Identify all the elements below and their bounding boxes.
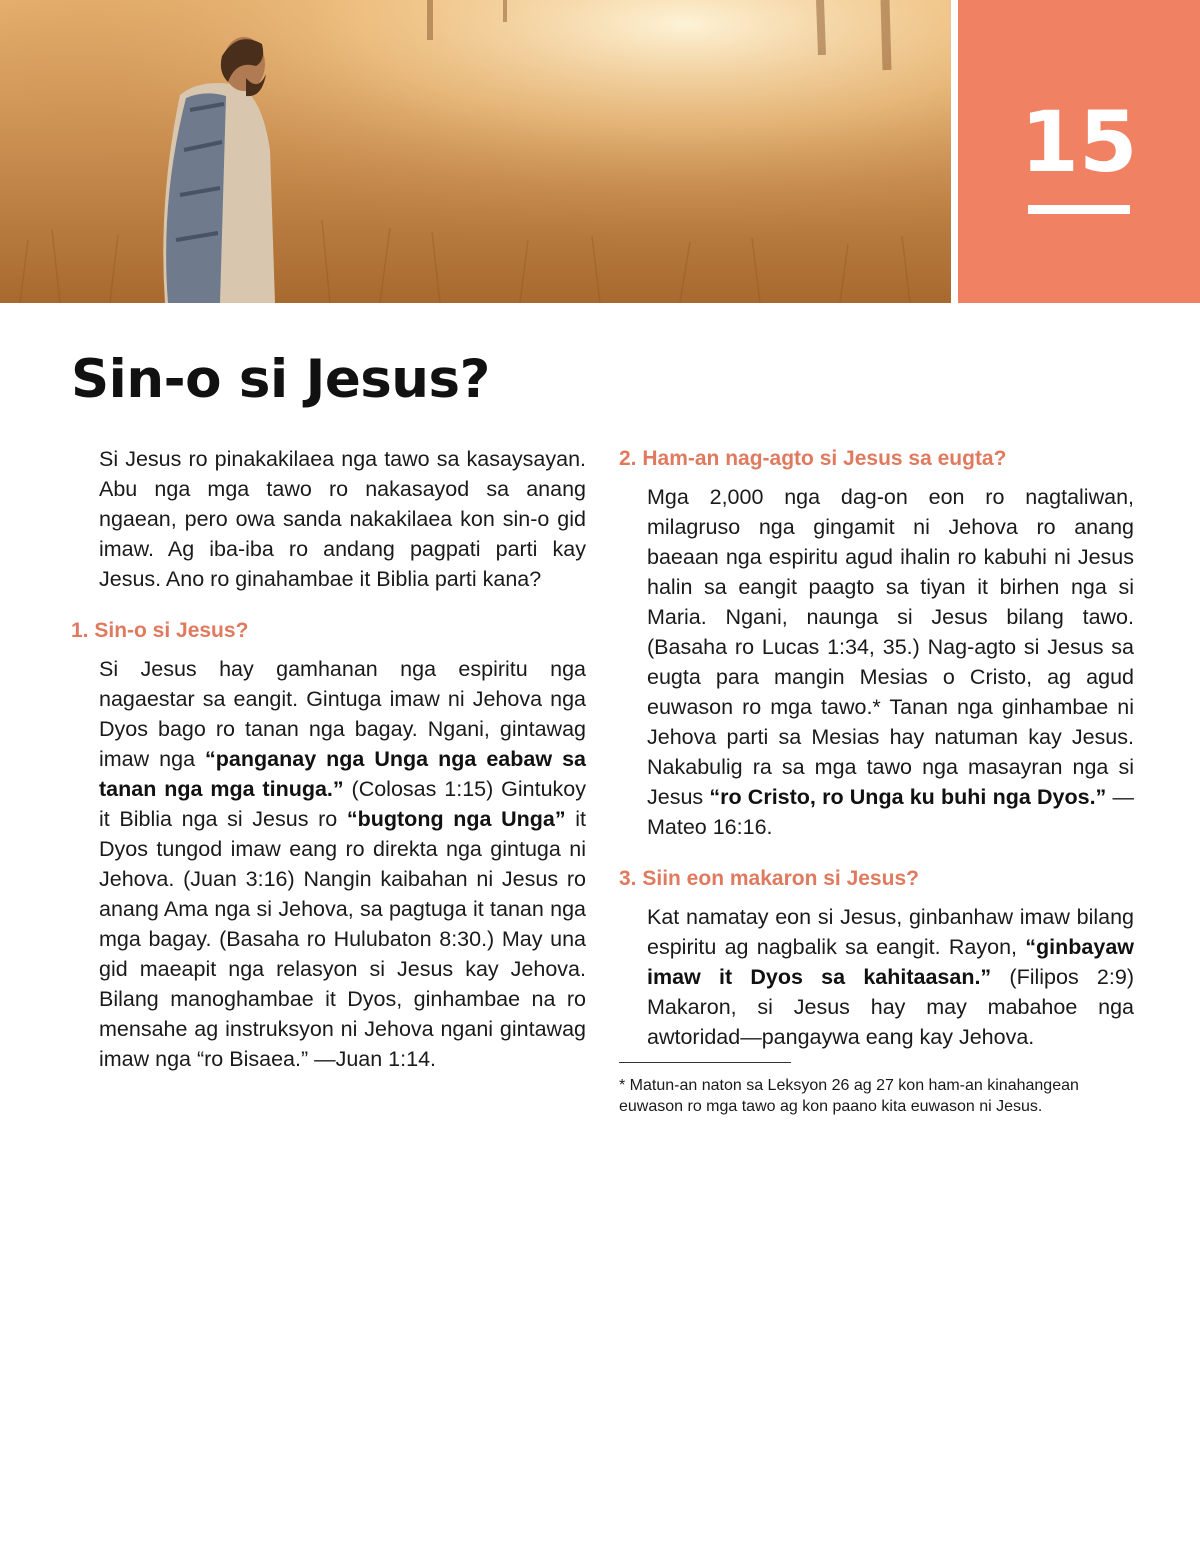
badge-underline xyxy=(1028,205,1130,214)
right-column xyxy=(619,444,1134,1117)
lesson-badge xyxy=(958,0,1200,303)
hero-image xyxy=(0,0,951,303)
question-1-heading: 1. Sin-o si Jesus? xyxy=(71,619,249,642)
left-column xyxy=(71,444,586,1074)
question-1-answer: Si Jesus hay gamhanan nga espiritu nga nagaestar sa eangit. Gintuga imaw ni Jehova nga Dyos bago ro tanan nga bagay. Ngani, gintawag imaw nga “panganay nga Unga nga eabaw sa tanan nga mga tinuga.” (Colosas 1:15) Gintukoy it Biblia nga si Jesus ro “bugtong nga Unga” it Dyos tungod imaw eang ro direkta nga gintuga ni Jehova. (Juan 3:16) Nangin kaibahan ni Jesus ro anang Ama nga si Jehova, sa pagtuga it tanan nga mga bagay. (Basaha ro Hulubaton 8:30.) May una gid maeapit nga relasyon si Jesus kay Jehova. Bilang manoghambae it Dyos, ginhambae na ro mensahe ag instruksyon ni Jehova ngani gintawag imaw nga “ro Bisaea.” —Juan 1:14. xyxy=(99,657,587,1071)
page-title: Sin-o si Jesus? xyxy=(71,349,490,410)
field-illustration xyxy=(0,0,951,303)
intro-paragraph: Si Jesus ro pinakakilaea nga tawo sa kasaysayan. Abu nga mga tawo ro nakasayod sa anang ngaean, pero owa sanda nakakilaea kon sin-o gid imaw. Ag iba-iba ro andang pagpati parti kay Jesus. Ano ro ginahambae it Biblia parti kana? xyxy=(99,447,586,591)
footnote-divider xyxy=(619,1062,791,1063)
question-3-answer: Kat namatay eon si Jesus, ginbanhaw imaw bilang espiritu ag nagbalik sa eangit. Rayon, “ginbayaw imaw it Dyos sa kahitaasan.” (Filipos 2:9) Makaron, si Jesus hay may mabahoe nga awtoridad—pangaywa eang kay Jehova. xyxy=(647,905,1134,1049)
lesson-number: 15 xyxy=(1020,93,1138,191)
footnote: * Matun-an naton sa Leksyon 26 ag 27 kon ham-an kinahangean euwason ro mga tawo ag kon paano kita euwason ni Jesus. xyxy=(619,1077,1079,1115)
question-2-answer: Mga 2,000 nga dag-on eon ro nagtaliwan, milagruso nga gingamit ni Jehova ro anang baeaan nga espiritu agud ihalin ro kabuhi ni Jesus halin sa eangit paagto sa tiyan it birhen nga si Maria. Ngani, naunga si Jesus bilang tawo. (Basaha ro Lucas 1:34, 35.) Nag-agto si Jesus sa eugta para mangin Mesias o Cristo, ag agud euwason ro mga tawo.* Tanan nga ginhambae ni Jehova parti sa Mesias hay natuman kay Jesus. Nakabulig ra sa mga tawo nga masayran nga si Jesus “ro Cristo, ro Unga ku buhi nga Dyos.” —Mateo 16:16. xyxy=(647,485,1134,839)
question-2-heading: 2. Ham-an nag-agto si Jesus sa eugta? xyxy=(619,447,1007,470)
question-3-heading: 3. Siin eon makaron si Jesus? xyxy=(619,867,919,890)
